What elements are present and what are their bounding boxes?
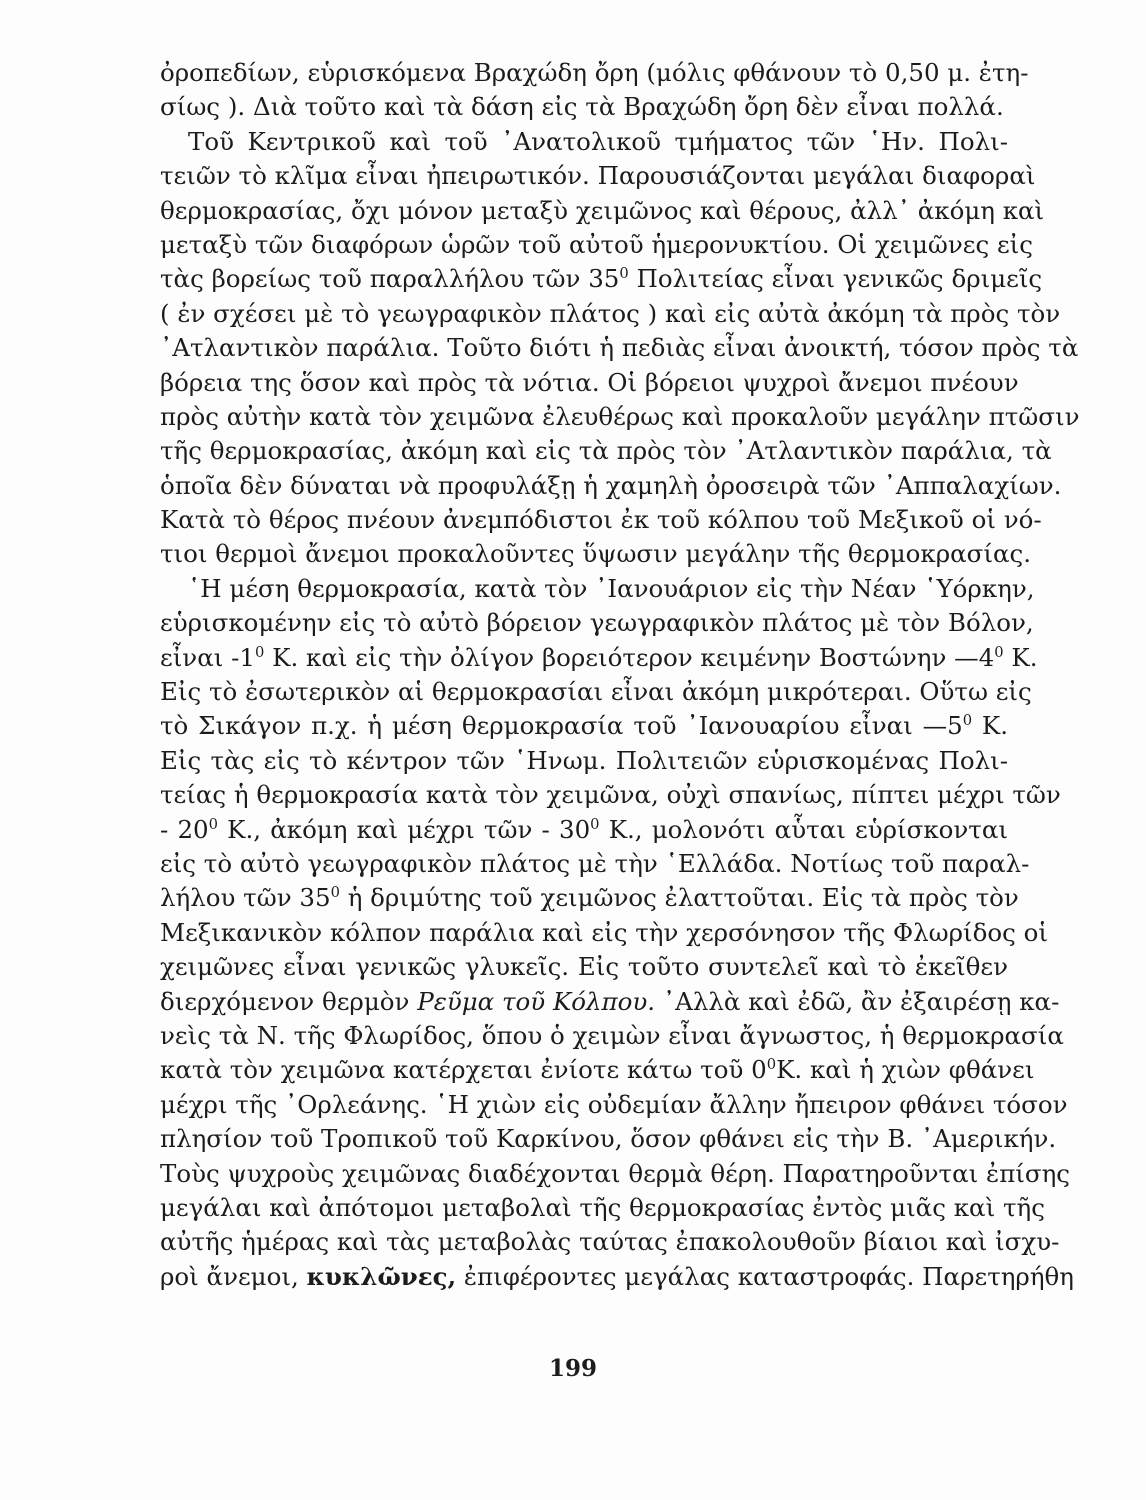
text-line bbox=[160, 469, 1062, 503]
text-line bbox=[160, 950, 1008, 984]
text-run: κατὰ τὸν χειμῶνα κατέρχεται ἐνίοτε κάτω τοῦ 0 bbox=[160, 1055, 767, 1085]
text-line bbox=[160, 847, 1030, 881]
text-run: Κ. καὶ εἰς τὴν ὀλίγον βορειότερον κειμένην Βοστώνην —4 bbox=[264, 642, 995, 672]
text-line bbox=[160, 537, 1032, 571]
text-line bbox=[160, 778, 1061, 812]
text-line bbox=[160, 1157, 1071, 1191]
text-run: Τοῦ Κεντρικοῦ καὶ τοῦ ᾿Ανατολικοῦ τμήματος τῶν ῾Ην. Πολι- bbox=[188, 126, 1008, 156]
text-line bbox=[160, 1225, 1060, 1259]
text-run: Εἰς τὸ ἐσωτερικὸν αἱ θερμοκρασίαι εἶναι ἀκόμη μικρότεραι. Οὕτω εἰς bbox=[160, 677, 1032, 707]
text-line bbox=[160, 331, 1079, 365]
text-run: τιοι θερμοὶ ἄνεμοι προκαλοῦντες ὕψωσιν μεγάλην τῆς θερμοκρασίας. bbox=[160, 539, 1032, 569]
superscript: 0 bbox=[330, 884, 340, 902]
text-run: ὁποῖα δὲν δύναται νὰ προφυλάξῃ ἡ χαμηλὴ ὀροσειρὰ τῶν ᾿Αππαλαχίων. bbox=[160, 470, 1062, 500]
italic-text: Ρεῦμα τοῦ Κόλπου. bbox=[417, 986, 656, 1016]
text-run: τὸ Σικάγον π.χ. ἡ μέση θερμοκρασία τοῦ ᾿Ιανουαρίου εἶναι —5 bbox=[160, 711, 963, 741]
text-line bbox=[160, 434, 1052, 468]
text-line bbox=[160, 90, 1008, 124]
text-line bbox=[160, 572, 1035, 606]
text-run: τῆς θερμοκρασίας, ἀκόμη καὶ εἰς τὰ πρὸς τὸν ᾿Ατλαντικὸν παράλια, τὰ bbox=[160, 436, 1052, 466]
text-run: τειῶν τὸ κλῖμα εἶναι ἠπειρωτικόν. Παρουσιάζονται μεγάλαι διαφοραὶ bbox=[160, 161, 1036, 191]
text-line bbox=[160, 985, 1060, 1019]
text-run: αὐτῆς ἡμέρας καὶ τὰς μεταβολὰς ταύτας ἐπακολουθοῦν βίαιοι καὶ ἰσχυ- bbox=[160, 1227, 1060, 1257]
text-line bbox=[160, 366, 1019, 400]
text-line bbox=[160, 503, 1042, 537]
text-line bbox=[160, 262, 1043, 296]
text-line bbox=[160, 709, 1008, 743]
text-run: ροὶ ἄνεμοι, bbox=[160, 1261, 307, 1291]
text-run: μεγάλαι καὶ ἀπότομοι μεταβολαὶ τῆς θερμοκρασίας ἐντὸς μιᾶς καὶ τῆς bbox=[160, 1192, 1045, 1222]
text-line bbox=[160, 1260, 1074, 1294]
text-line bbox=[160, 1019, 1064, 1053]
superscript: 0 bbox=[255, 643, 265, 661]
text-run: Τοὺς ψυχροὺς χειμῶνας διαδέχονται θερμὰ θέρη. Παρατηροῦνται ἐπίσης bbox=[160, 1158, 1071, 1188]
superscript: 0 bbox=[619, 265, 629, 283]
text-line bbox=[160, 1122, 1057, 1156]
text-line bbox=[160, 400, 1080, 434]
text-run: Κατὰ τὸ θέρος πνέουν ἀνεμπόδιστοι ἐκ τοῦ κόλπου τοῦ Μεξικοῦ οἱ νό- bbox=[160, 505, 1042, 535]
text-run: ( ἐν σχέσει μὲ τὸ γεωγραφικὸν πλάτος ) καὶ εἰς αὐτὰ ἀκόμη τὰ πρὸς τὸν bbox=[160, 298, 1061, 328]
superscript: 0 bbox=[208, 815, 218, 833]
text-run: - 20 bbox=[160, 814, 209, 844]
text-line bbox=[160, 675, 1032, 709]
text-line bbox=[160, 744, 1008, 778]
superscript: 0 bbox=[962, 712, 973, 730]
text-line bbox=[160, 194, 1045, 228]
text-run: εὑρισκομένην εἰς τὸ αὐτὸ βόρειον γεωγραφικὸν πλάτος μὲ τὸν Βόλον, bbox=[160, 608, 1034, 638]
text-line bbox=[160, 56, 1029, 90]
superscript: 0 bbox=[994, 643, 1004, 661]
text-run: Κ. καὶ ἡ χιὼν φθάνει bbox=[776, 1055, 1035, 1085]
text-line bbox=[160, 916, 1048, 950]
text-run: χειμῶνες εἶναι γενικῶς γλυκεῖς. Εἰς τοῦτο συντελεῖ καὶ τὸ ἐκεῖθεν bbox=[160, 952, 1008, 982]
text-run: Κ., μολονότι αὗται εὑρίσκονται bbox=[599, 814, 1008, 844]
text-line bbox=[160, 641, 1038, 675]
text-run: ἡ δριμύτης τοῦ χειμῶνος ἐλαττοῦται. Εἰς τὰ πρὸς τὸν bbox=[339, 883, 1019, 913]
text-run: ῾Η μέση θερμοκρασία, κατὰ τὸν ᾿Ιανουάριον εἰς τὴν Νέαν ῾Υόρκην, bbox=[188, 573, 1035, 603]
text-run: πρὸς αὐτὴν κατὰ τὸν χειμῶνα ἐλευθέρως καὶ προκαλοῦν μεγάλην πτῶσιν bbox=[160, 401, 1080, 431]
text-run: εἶναι -1 bbox=[160, 642, 255, 672]
text-run: τείας ἡ θερμοκρασία κατὰ τὸν χειμῶνα, οὐχὶ σπανίως, πίπτει μέχρι τῶν bbox=[160, 780, 1061, 810]
text-run: μέχρι τῆς ᾿Ορλεάνης. ῾Η χιὼν εἰς οὐδεμίαν ἄλλην ἤπειρον φθάνει τόσον bbox=[160, 1089, 1068, 1119]
text-line bbox=[160, 1053, 1035, 1087]
text-run: θερμοκρασίας, ὄχι μόνον μεταξὺ χειμῶνος καὶ θέρους, ἀλλ᾿ ἀκόμη καὶ bbox=[160, 195, 1045, 225]
text-line bbox=[160, 881, 1019, 915]
text-run: εἰς τὸ αὐτὸ γεωγραφικὸν πλάτος μὲ τὴν ῾Ελλάδα. Νοτίως τοῦ παραλ- bbox=[160, 848, 1030, 878]
text-run: Κ., ἀκόμη καὶ μέχρι τῶν - 30 bbox=[218, 814, 591, 844]
text-line bbox=[160, 606, 1034, 640]
text-run: σίως ). Διὰ τοῦτο καὶ τὰ δάση εἰς τὰ Βραχώδη ὄρη δὲν εἶναι πολλά. bbox=[160, 92, 1004, 122]
text-line bbox=[160, 813, 1008, 847]
text-run: Κ. bbox=[1003, 642, 1038, 672]
text-line bbox=[160, 125, 1008, 159]
text-run: Κ. bbox=[972, 711, 1008, 741]
text-run: ᾿Αλλὰ καὶ ἐδῶ, ἂν ἐξαιρέσῃ κα- bbox=[655, 986, 1060, 1016]
text-run: μεταξὺ τῶν διαφόρων ὡρῶν τοῦ αὐτοῦ ἡμερονυκτίου. Οἱ χειμῶνες εἰς bbox=[160, 229, 1033, 259]
superscript: 0 bbox=[590, 815, 600, 833]
text-line bbox=[160, 228, 1033, 262]
text-line bbox=[160, 1088, 1068, 1122]
text-run: ᾿Ατλαντικὸν παράλια. Τοῦτο διότι ἡ πεδιὰς εἶναι ἀνοικτή, τόσον πρὸς τὰ bbox=[160, 333, 1079, 363]
text-line bbox=[160, 1191, 1045, 1225]
text-run: πλησίον τοῦ Τροπικοῦ τοῦ Καρκίνου, ὅσον φθάνει εἰς τὴν Β. ᾿Αμερικήν. bbox=[160, 1124, 1057, 1154]
text-run: λήλου τῶν 35 bbox=[160, 883, 331, 913]
text-run: ἐπιφέροντες μεγάλας καταστροφάς. Παρετηρήθη bbox=[456, 1261, 1074, 1291]
text-run: Πολιτείας εἶναι γενικῶς δριμεῖς bbox=[628, 264, 1043, 294]
text-run: Εἰς τὰς εἰς τὸ κέντρον τῶν ῾Ηνωμ. Πολιτειῶν εὑρισκομένας Πολι- bbox=[160, 745, 1008, 775]
text-line bbox=[160, 297, 1061, 331]
text-run: Μεξικανικὸν κόλπον παράλια καὶ εἰς τὴν χερσόνησον τῆς Φλωρίδος οἱ bbox=[160, 917, 1048, 947]
text-line bbox=[160, 159, 1036, 193]
text-run: τὰς βορείως τοῦ παραλλήλου τῶν 35 bbox=[160, 264, 620, 294]
bold-text: κυκλῶνες, bbox=[306, 1261, 457, 1291]
superscript: 0 bbox=[766, 1056, 777, 1074]
text-run: διερχόμενον θερμὸν bbox=[160, 986, 418, 1016]
text-run: βόρεια της ὅσον καὶ πρὸς τὰ νότια. Οἱ βόρειοι ψυχροὶ ἄνεμοι πνέουν bbox=[160, 367, 1019, 397]
text-run: ὀροπεδίων, εὑρισκόμενα Βραχώδη ὄρη (μόλις φθάνουν τὸ 0,50 μ. ἐτη- bbox=[160, 58, 1029, 87]
page-number: 199 bbox=[548, 1355, 597, 1382]
text-run: νεὶς τὰ Ν. τῆς Φλωρίδος, ὅπου ὁ χειμὼν εἶναι ἄγνωστος, ἡ θερμοκρασία bbox=[160, 1020, 1064, 1050]
body-text bbox=[160, 56, 1080, 1294]
